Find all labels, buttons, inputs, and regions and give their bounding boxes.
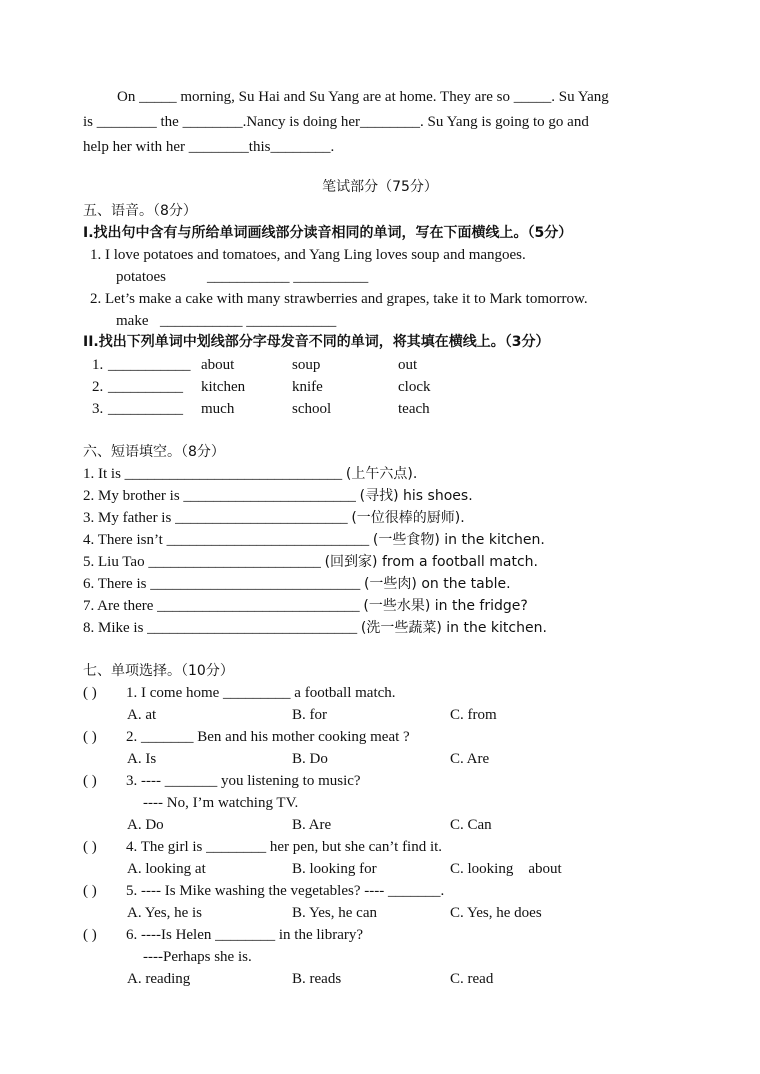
phrase-prefix: 5. Liu Tao — [83, 554, 145, 570]
row-number: 2. — [92, 379, 104, 395]
word-option: much — [201, 401, 235, 417]
option-c: C. Yes, he does — [450, 905, 542, 921]
question-reply-6: ----Perhaps she is. — [143, 949, 252, 965]
phrase-prefix: 2. My brother is — [83, 488, 180, 504]
phrase-prefix: 8. Mike is — [83, 620, 144, 636]
phrase-hint: (寻找) his shoes. — [359, 488, 473, 504]
phonics-sentence-2: 2. Let’s make a cake with many strawberries and grapes, take it to Mark tomorrow. — [90, 291, 588, 307]
phrase-item-5 — [83, 553, 538, 571]
option-b: B. reads — [292, 971, 342, 987]
phrase-hint: (一些水果) in the fridge? — [363, 598, 528, 614]
phonics-sentence-1: 1. I love potatoes and tomatoes, and Yang Ling loves soup and mangoes. — [90, 247, 526, 263]
option-c: C. Can — [450, 817, 492, 833]
phrase-prefix: 6. There is — [83, 576, 147, 592]
phrase-blank[interactable]: _______________________ — [183, 488, 356, 504]
word-option: about — [201, 357, 235, 373]
answer-paren[interactable]: ( ) — [83, 927, 97, 943]
phonics-word-2: make — [116, 313, 149, 329]
phrase-prefix: 3. My father is — [83, 510, 172, 526]
row-number: 3. — [92, 401, 104, 417]
phrase-blank[interactable]: ____________________________ — [150, 576, 361, 592]
phrase-hint: (一些肉) on the table. — [363, 576, 511, 592]
word-option: kitchen — [201, 379, 246, 395]
word-option: school — [292, 401, 332, 417]
phrase-item-1 — [83, 465, 417, 483]
answer-blank[interactable]: __________ — [108, 401, 183, 417]
row-number: 1. — [92, 357, 104, 373]
question-stem-2: 2. _______ Ben and his mother cooking meat ? — [126, 729, 410, 745]
section-5-part-1-heading: I.找出句中含有与所给单词画线部分读音相同的单词，写在下面横线上。（5分） — [83, 225, 573, 241]
phrase-hint: (一些食物) in the kitchen. — [372, 532, 545, 548]
option-a: A. looking at — [127, 861, 206, 877]
word-option: soup — [292, 357, 321, 373]
phrase-hint: (上午六点). — [345, 466, 418, 482]
word-option: out — [398, 357, 418, 373]
answer-paren[interactable]: ( ) — [83, 685, 97, 701]
phrase-hint: (洗一些蔬菜) in the kitchen. — [360, 620, 547, 636]
phrase-hint: (回到家) from a football match. — [324, 554, 538, 570]
phrase-item-7 — [83, 597, 528, 615]
option-c: C. from — [450, 707, 497, 723]
phrase-blank[interactable]: _______________________ — [148, 554, 321, 570]
phrase-item-3 — [83, 509, 465, 527]
phrase-prefix: 1. It is — [83, 466, 121, 482]
phrase-item-4 — [83, 531, 545, 549]
option-c: C. looking about — [450, 861, 562, 877]
question-reply-3: ---- No, I’m watching TV. — [143, 795, 299, 811]
option-a: A. Is — [127, 751, 157, 767]
answer-paren[interactable]: ( ) — [83, 729, 97, 745]
word-option: teach — [398, 401, 430, 417]
question-stem-5: 5. ---- Is Mike washing the vegetables? ---- _______. — [126, 883, 445, 899]
phrase-blank[interactable]: ___________________________ — [157, 598, 360, 614]
phrase-prefix: 7. Are there — [83, 598, 154, 614]
passage-line-1: On _____ morning, Su Hai and Su Yang are at home. They are so _____. Su Yang — [117, 89, 609, 105]
option-b: B. for — [292, 707, 327, 723]
answer-blank[interactable]: __________ — [108, 379, 183, 395]
phrase-blank[interactable]: ___________________________ — [166, 532, 370, 548]
option-a: A. reading — [127, 971, 191, 987]
question-stem-3: 3. ---- _______ you listening to music? — [126, 773, 361, 789]
phrase-blank[interactable]: _______________________ — [175, 510, 348, 526]
phrase-item-6 — [83, 575, 511, 593]
option-c: C. read — [450, 971, 494, 987]
phrase-blank[interactable]: _____________________________ — [124, 466, 343, 482]
word-option: knife — [292, 379, 323, 395]
option-c: C. Are — [450, 751, 490, 767]
answer-blank[interactable]: ___________ — [108, 357, 191, 373]
option-a: A. Do — [127, 817, 164, 833]
answer-paren[interactable]: ( ) — [83, 883, 97, 899]
phrase-item-2 — [83, 487, 473, 505]
section-5-heading: 五、语音。（8分） — [83, 203, 197, 219]
option-a: A. Yes, he is — [127, 905, 203, 921]
option-b: B. Do — [292, 751, 328, 767]
option-b: B. Yes, he can — [292, 905, 377, 921]
phrase-hint: (一位很棒的厨师). — [351, 510, 465, 526]
phonics-blanks-2[interactable]: ___________ ____________ — [160, 313, 337, 329]
word-option: clock — [398, 379, 431, 395]
answer-paren[interactable]: ( ) — [83, 773, 97, 789]
written-part-title: 笔试部分（75分） — [322, 179, 438, 195]
section-6-heading: 六、短语填空。（8分） — [83, 444, 225, 460]
passage-line-3: help her with her ________this________. — [83, 139, 335, 155]
passage-line-2: is ________ the ________.Nancy is doing her________. Su Yang is going to go and — [83, 114, 589, 130]
question-stem-1: 1. I come home _________ a football match. — [126, 685, 396, 701]
phonics-blanks-1[interactable]: ___________ __________ — [207, 269, 369, 285]
section-7-heading: 七、单项选择。（10分） — [83, 663, 234, 679]
phrase-prefix: 4. There isn’t — [83, 532, 163, 548]
section-5-part-2-heading: II.找出下列单词中划线部分字母发音不同的单词，将其填在横线上。（3分） — [83, 334, 550, 350]
phrase-item-8 — [83, 619, 547, 637]
option-a: A. at — [127, 707, 157, 723]
answer-paren[interactable]: ( ) — [83, 839, 97, 855]
option-b: B. looking for — [292, 861, 377, 877]
question-stem-6: 6. ----Is Helen ________ in the library? — [126, 927, 364, 943]
phrase-blank[interactable]: ____________________________ — [147, 620, 358, 636]
option-b: B. Are — [292, 817, 332, 833]
question-stem-4: 4. The girl is ________ her pen, but she can’t find it. — [126, 839, 443, 855]
phonics-word-1: potatoes — [116, 269, 166, 285]
